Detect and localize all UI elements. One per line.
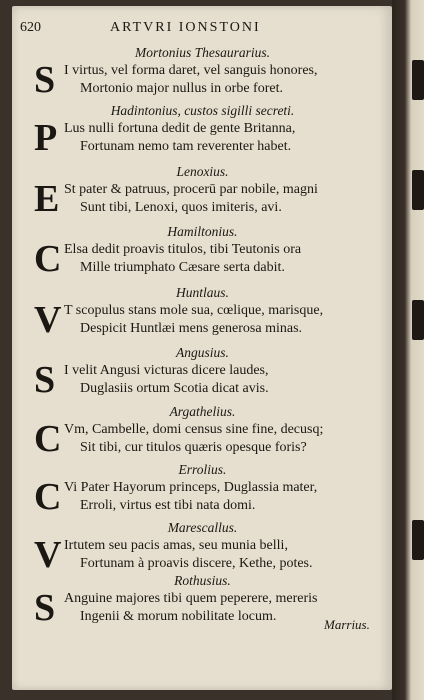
- verse-line-1: T scopulus stans mole sua, cœlique, marisque,: [64, 303, 324, 318]
- epigram-title: Errolius.: [178, 462, 227, 477]
- running-head: ARTVRI IONSTONI: [110, 20, 261, 35]
- epigram-entry: [34, 461, 375, 518]
- drop-initial: C: [34, 418, 62, 460]
- epigram-title: Lenoxius.: [176, 164, 229, 179]
- verse-line-2: Fortunam à proavis discere, Kethe, potes.: [80, 556, 313, 571]
- verse-line-2: Duglasiis ortum Scotia dicat avis.: [80, 381, 269, 396]
- epigram-title: Hadintonius, custos sigilli secreti.: [110, 103, 295, 118]
- verse-line-1: I virtus, vel forma daret, vel sanguis honores,: [64, 63, 318, 78]
- page-header: [20, 20, 370, 42]
- drop-initial: V: [34, 299, 62, 341]
- epigram-title: Argathelius.: [169, 404, 236, 419]
- epigram-entry: [34, 44, 375, 101]
- drop-initial: V: [34, 534, 62, 576]
- drop-initial: S: [34, 587, 56, 629]
- drop-initial: E: [34, 178, 60, 220]
- verse-line-1: Anguine majores tibi quem peperere, mereris: [64, 591, 318, 606]
- epigram-title: Marescallus.: [167, 520, 238, 535]
- drop-initial: C: [34, 476, 62, 518]
- next-page-edge: [392, 0, 424, 700]
- epigram-entry: [34, 102, 375, 159]
- page-edge-mark: [412, 520, 424, 560]
- verse-line-1: Vm, Cambelle, domi census sine fine, decusq;: [64, 422, 324, 437]
- epigram-title: Angusius.: [176, 345, 229, 360]
- epigram-title: Rothusius.: [174, 573, 231, 588]
- epigram-entry: [34, 403, 375, 460]
- epigram-entry: [34, 344, 375, 401]
- epigram-entry: [34, 163, 375, 220]
- epigram-entry: [34, 519, 375, 576]
- page-number: 620: [20, 20, 41, 35]
- epigram-entry: [34, 223, 375, 280]
- page-edge-mark: [412, 170, 424, 210]
- drop-initial: S: [34, 359, 56, 401]
- verse-line-2: Mortonio major nullus in orbe foret.: [80, 81, 283, 96]
- verse-line-1: I velit Angusi victuras dicere laudes,: [64, 363, 269, 378]
- verse-line-2: Fortunam nemo tam reverenter habet.: [80, 139, 292, 154]
- epigram-title: Huntlaus.: [176, 285, 229, 300]
- verse-line-1: Elsa dedit proavis titulos, tibi Teutonis ora: [64, 242, 302, 257]
- verse-line-1: Lus nulli fortuna dedit de gente Britanna,: [64, 121, 296, 136]
- page-edge-mark: [412, 300, 424, 340]
- verse-line-1: Irtutem seu pacis amas, seu munia belli,: [64, 538, 288, 553]
- verse-line-1: St pater & patruus, procerū par nobile, magni: [64, 182, 318, 197]
- epigram-entry: [34, 284, 375, 341]
- verse-line-2: Erroli, virtus est tibi nata domi.: [80, 498, 256, 513]
- drop-initial: P: [34, 117, 58, 159]
- epigram-title: Mortonius Thesaurarius.: [134, 45, 271, 60]
- verse-line-1: Vi Pater Hayorum princeps, Duglassia mater,: [64, 480, 318, 495]
- drop-initial: S: [34, 59, 56, 101]
- verse-line-2: Ingenii & morum nobilitate locum.: [80, 609, 277, 624]
- drop-initial: C: [34, 238, 62, 280]
- verse-line-2: Sunt tibi, Lenoxi, quos imiteris, avi.: [80, 200, 282, 215]
- catchword: Marrius.: [324, 617, 370, 632]
- verse-line-2: Despicit Huntlæi mens generosa minas.: [80, 321, 303, 336]
- verse-line-2: Mille triumphato Cæsare serta dabit.: [80, 260, 285, 275]
- epigram-title: Hamiltonius.: [167, 224, 238, 239]
- verse-line-2: Sit tibi, cur titulos quæris opesque foris?: [80, 440, 307, 455]
- page-edge-mark: [412, 60, 424, 100]
